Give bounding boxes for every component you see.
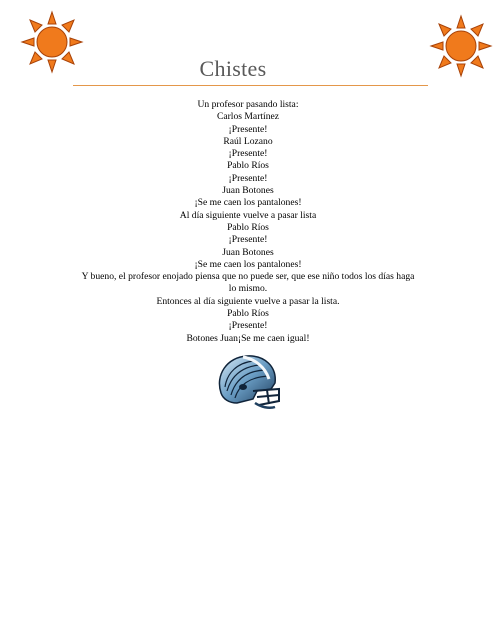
joke-line: Juan Botones (222, 246, 274, 258)
joke-line: ¡Presente! (228, 148, 268, 160)
football-helmet-icon (213, 353, 283, 411)
joke-line: Y bueno, el profesor enojado piensa que no puede ser, que ese niño todos los días haga (81, 271, 415, 283)
joke-line: Entonces al día siguiente vuelve a pasar la lista. (156, 295, 340, 307)
joke-line: Juan Botones (222, 185, 274, 197)
joke-line: Pablo Ríos (227, 221, 269, 233)
joke-line: Botones Juan¡Se me caen igual! (186, 332, 310, 344)
title-underline (73, 85, 428, 86)
joke-line: Pablo Ríos (227, 308, 269, 320)
joke-line: ¡Presente! (228, 172, 268, 184)
joke-line: Un profesor pasando lista: (197, 99, 299, 110)
page-title: Chistes (199, 56, 267, 81)
joke-line: ¡Presente! (228, 123, 268, 135)
joke-line: ¡Presente! (228, 234, 268, 246)
joke-line: Carlos Martínez (216, 111, 280, 123)
joke-line: ¡Presente! (228, 320, 268, 332)
joke-line: ¡Se me caen los pantalones! (194, 258, 302, 270)
joke-line: Al día siguiente vuelve a pasar lista (179, 209, 317, 221)
joke-line: Pablo Ríos (227, 160, 269, 172)
joke-line: ¡Se me caen los pantalones! (194, 197, 302, 209)
joke-line: lo mismo. (228, 283, 268, 295)
joke-line: Raúl Lozano (223, 135, 273, 147)
joke-text (60, 99, 436, 345)
